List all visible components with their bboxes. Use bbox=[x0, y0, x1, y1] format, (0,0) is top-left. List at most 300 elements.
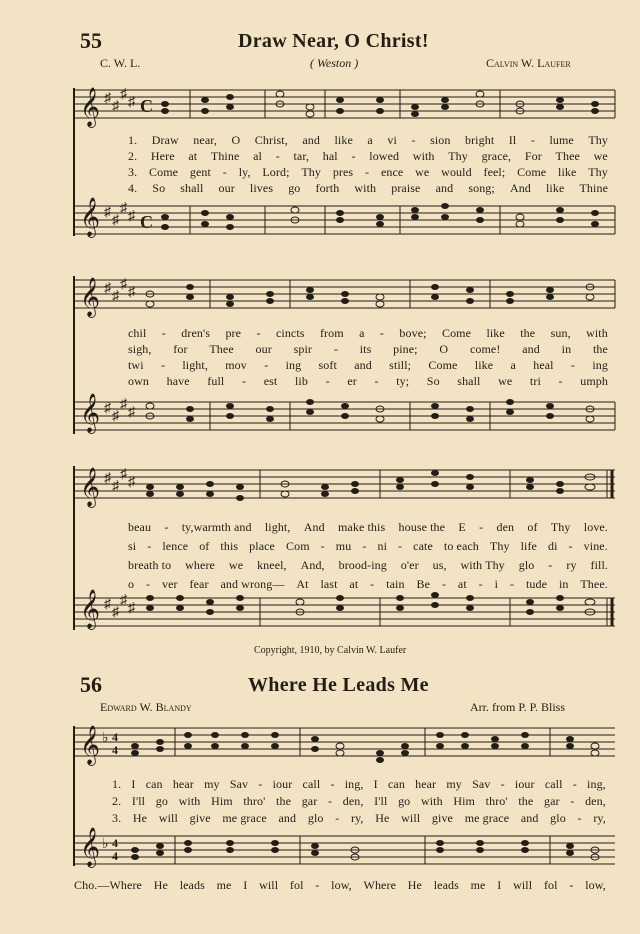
lyric-syllable: hal bbox=[322, 149, 338, 163]
lyric-syllable: So bbox=[152, 181, 166, 195]
lyric-syllable: shall bbox=[180, 181, 204, 195]
lyric-syllable: still; bbox=[389, 358, 412, 372]
hymn-title: Where He Leads Me bbox=[248, 674, 429, 696]
lyric-syllable: ry, bbox=[351, 811, 364, 825]
lyric-syllable: ty,warmth and bbox=[181, 520, 252, 534]
lyric-syllable: me grace bbox=[222, 811, 267, 825]
lyric-syllable: I'll bbox=[131, 794, 146, 808]
lyric-syllable: - bbox=[222, 165, 227, 179]
lyric-syllable: si bbox=[128, 539, 137, 553]
lyric-syllable: have bbox=[166, 374, 190, 388]
lyric-syllable: my bbox=[204, 777, 220, 791]
lyric-syllable: vine. bbox=[583, 539, 608, 553]
lyric-syllable: go bbox=[155, 794, 168, 808]
lyric-syllable: - bbox=[147, 539, 152, 553]
lyric-syllable: go bbox=[398, 794, 411, 808]
lyric-syllable: He bbox=[407, 878, 422, 892]
lyric-syllable: gar bbox=[301, 794, 318, 808]
lyric-syllable: lume bbox=[549, 133, 574, 147]
svg-text:♯: ♯ bbox=[120, 277, 127, 292]
lyric-syllable: we bbox=[593, 149, 608, 163]
svg-text:♯: ♯ bbox=[112, 289, 119, 304]
lyric-syllable: we bbox=[228, 558, 244, 572]
svg-text:♯: ♯ bbox=[112, 605, 119, 620]
lyric-syllable: and bbox=[278, 811, 297, 825]
verse-3-line bbox=[128, 558, 608, 573]
lyric-syllable: its bbox=[359, 342, 372, 356]
lyric-syllable: lence bbox=[162, 539, 189, 553]
lyric-syllable: kneel, bbox=[257, 558, 287, 572]
lyric-syllable: give bbox=[189, 811, 211, 825]
lyric-syllable: like bbox=[486, 326, 505, 340]
lyric-syllable: He bbox=[132, 811, 148, 825]
svg-text:♯: ♯ bbox=[120, 593, 127, 608]
svg-text:𝄞: 𝄞 bbox=[80, 89, 101, 126]
lyric-syllable: - bbox=[570, 358, 576, 372]
lyric-syllable: al bbox=[253, 149, 262, 163]
lyric-syllable: make this bbox=[338, 520, 386, 534]
lyric-syllable: me bbox=[470, 878, 486, 892]
lyric-syllable: and bbox=[354, 358, 372, 372]
lyric-syllable: my bbox=[446, 777, 462, 791]
verse-4-line bbox=[128, 181, 608, 196]
lyric-syllable: tri bbox=[529, 374, 541, 388]
lyric-syllable: spir bbox=[293, 342, 313, 356]
lyric-syllable: - bbox=[264, 358, 269, 372]
lyric-syllable: bright bbox=[464, 133, 495, 147]
lyric-syllable: Come bbox=[149, 165, 179, 179]
lyric-syllable: at bbox=[349, 577, 359, 591]
lyric-syllable: - bbox=[548, 558, 553, 572]
lyric-syllable: mu bbox=[335, 539, 352, 553]
lyric-syllable: - bbox=[365, 165, 370, 179]
lyric-syllable: ry, bbox=[593, 811, 606, 825]
lyric-syllable: at bbox=[188, 149, 198, 163]
lyric-syllable: ly, bbox=[238, 165, 251, 179]
lyric-syllable: I bbox=[497, 878, 502, 892]
lyric-syllable: fear bbox=[189, 577, 209, 591]
lyric-syllable: and bbox=[520, 811, 539, 825]
lyric-syllable: bove; bbox=[399, 326, 427, 340]
svg-text:C: C bbox=[140, 212, 153, 232]
lyric-syllable: with bbox=[420, 794, 443, 808]
lyric-syllable: life bbox=[520, 539, 537, 553]
lyric-syllable: I'll bbox=[374, 794, 388, 808]
lyric-syllable: ing, bbox=[587, 777, 606, 791]
lyric-syllable: house the bbox=[398, 520, 446, 534]
svg-text:𝄞: 𝄞 bbox=[80, 591, 101, 628]
lyric-syllable: with bbox=[412, 149, 435, 163]
svg-text:♯: ♯ bbox=[112, 479, 119, 494]
lyric-syllable: the bbox=[592, 342, 608, 356]
lyric-syllable: shall bbox=[457, 374, 481, 388]
lyric-syllable: thro' bbox=[485, 794, 508, 808]
lyric-syllable: hear bbox=[415, 777, 437, 791]
lyric-syllable: at bbox=[457, 577, 467, 591]
lyric-syllable: - bbox=[146, 577, 151, 591]
lyric-syllable: 3. bbox=[112, 811, 122, 825]
lyric-syllable: tar, bbox=[293, 149, 310, 163]
lyric-syllable: He bbox=[153, 878, 168, 892]
verse-3-line bbox=[128, 165, 608, 180]
lyric-syllable: mov bbox=[225, 358, 247, 372]
lyric-syllable: - bbox=[164, 520, 169, 534]
lyric-syllable: for bbox=[173, 342, 188, 356]
lyric-syllable: ty; bbox=[396, 374, 410, 388]
lyric-syllable: to each bbox=[443, 539, 479, 553]
lyric-syllable: - bbox=[577, 811, 582, 825]
lyric-syllable: ing, bbox=[344, 777, 364, 791]
lyric-syllable: E bbox=[458, 520, 466, 534]
time-signature-top: 4 bbox=[112, 730, 118, 744]
lyric-syllable: - bbox=[333, 342, 338, 356]
lyric-syllable: cate bbox=[413, 539, 433, 553]
tune-name: ( Weston ) bbox=[310, 56, 359, 70]
lyric-syllable: Where bbox=[363, 878, 397, 892]
lyric-syllable: - bbox=[558, 374, 563, 388]
lyric-syllable: ver bbox=[162, 577, 178, 591]
lyric-syllable: Cho.—Where bbox=[74, 878, 142, 892]
lyric-syllable: O bbox=[439, 342, 449, 356]
hymn-title: Draw Near, O Christ! bbox=[238, 30, 429, 52]
lyric-syllable: Thy bbox=[301, 165, 321, 179]
lyric-syllable: like bbox=[334, 133, 353, 147]
lyric-syllable: - bbox=[572, 777, 577, 791]
lyric-syllable: we bbox=[498, 374, 513, 388]
lyric-syllable: 3. bbox=[128, 165, 138, 179]
lyric-syllable: di bbox=[547, 539, 558, 553]
lyric-syllable: will bbox=[513, 878, 533, 892]
lyric-syllable: - bbox=[411, 133, 416, 147]
verse-4-line bbox=[128, 374, 608, 389]
lyric-syllable: - bbox=[370, 577, 375, 591]
lyric-syllable: low, bbox=[331, 878, 352, 892]
lyric-syllable: Thy bbox=[448, 149, 468, 163]
lyric-syllable: Lord; bbox=[262, 165, 290, 179]
lyric-syllable: And bbox=[303, 520, 325, 534]
lyric-syllable: grace, bbox=[481, 149, 512, 163]
lyric-syllable: den, bbox=[342, 794, 364, 808]
lyric-syllable: glo bbox=[518, 558, 535, 572]
lyric-syllable: like bbox=[474, 358, 494, 372]
lyric-syllable: with bbox=[354, 181, 377, 195]
verse-1-line bbox=[128, 326, 608, 341]
lyric-syllable: Thee bbox=[555, 149, 580, 163]
lyric-syllable: - bbox=[441, 577, 446, 591]
svg-text:♯: ♯ bbox=[104, 91, 111, 106]
lyric-syllable: a bbox=[367, 133, 373, 147]
lyric-syllable: ing bbox=[285, 358, 302, 372]
svg-text:𝄞: 𝄞 bbox=[80, 829, 101, 866]
lyric-syllable: and bbox=[435, 181, 454, 195]
lyric-syllable: - bbox=[398, 539, 403, 553]
verse-1-line bbox=[112, 777, 606, 792]
lyric-syllable: Come bbox=[441, 326, 472, 340]
lyric-syllable: glo bbox=[550, 811, 566, 825]
lyric-syllable: with bbox=[586, 326, 608, 340]
lyric-syllable: with bbox=[178, 794, 201, 808]
lyric-syllable: Thine bbox=[210, 149, 240, 163]
lyric-syllable: of bbox=[199, 539, 210, 553]
lyric-syllable: chil bbox=[128, 326, 147, 340]
lyric-syllable: pine; bbox=[393, 342, 418, 356]
lyric-syllable: 1. bbox=[112, 777, 122, 791]
verse-2-line bbox=[128, 149, 608, 164]
lyric-syllable: soft bbox=[318, 358, 337, 372]
lyric-syllable: Come bbox=[517, 165, 547, 179]
lyric-syllable: - bbox=[275, 149, 280, 163]
lyric-syllable: the bbox=[520, 326, 536, 340]
lyric-syllable: Be bbox=[416, 577, 430, 591]
lyric-syllable: call bbox=[302, 777, 321, 791]
lyric-syllable: lowed bbox=[369, 149, 400, 163]
lyric-syllable: Thy bbox=[588, 165, 608, 179]
lyric-syllable: our bbox=[218, 181, 235, 195]
svg-text:♯: ♯ bbox=[120, 397, 127, 412]
lyric-syllable: leads bbox=[433, 878, 459, 892]
lyric-syllable: me bbox=[216, 878, 232, 892]
lyric-syllable: fol bbox=[543, 878, 558, 892]
hymn-number: 55 bbox=[80, 28, 102, 53]
svg-text:𝄞: 𝄞 bbox=[80, 469, 101, 506]
lyric-syllable: - bbox=[479, 520, 484, 534]
lyric-syllable: and bbox=[302, 133, 320, 147]
lyric-syllable: where bbox=[185, 558, 215, 572]
verse-2-line bbox=[128, 342, 608, 357]
lyric-syllable: - bbox=[258, 777, 263, 791]
svg-text:♯: ♯ bbox=[128, 285, 135, 300]
lyric-syllable: fill. bbox=[590, 558, 608, 572]
svg-text:♭: ♭ bbox=[102, 837, 109, 852]
words-credit: C. W. L. bbox=[100, 56, 141, 70]
lyric-syllable: ni bbox=[377, 539, 388, 553]
lyric-syllable: love. bbox=[583, 520, 608, 534]
verse-1-line bbox=[128, 133, 608, 148]
lyric-syllable: - bbox=[241, 374, 247, 388]
verse-1-line bbox=[128, 520, 608, 535]
lyric-syllable: vi bbox=[387, 133, 397, 147]
lyric-syllable: Sav bbox=[472, 777, 491, 791]
lyric-syllable: beau bbox=[128, 520, 152, 534]
lyric-syllable: our bbox=[255, 342, 272, 356]
verse-4-line bbox=[128, 577, 608, 592]
lyric-syllable: And, bbox=[300, 558, 325, 572]
svg-text:𝄞: 𝄞 bbox=[80, 199, 101, 236]
bass-staff bbox=[74, 206, 615, 234]
lyric-syllable: go bbox=[288, 181, 301, 195]
svg-text:4: 4 bbox=[112, 836, 118, 850]
lyric-syllable: light, bbox=[264, 520, 291, 534]
lyric-syllable: pres bbox=[332, 165, 354, 179]
lyric-syllable: forth bbox=[315, 181, 340, 195]
lyric-syllable: tain bbox=[386, 577, 405, 591]
lyric-syllable: praise bbox=[391, 181, 421, 195]
lyric-syllable: give bbox=[431, 811, 453, 825]
lyric-syllable: O bbox=[231, 133, 241, 147]
svg-text:♯: ♯ bbox=[112, 213, 119, 228]
lyric-syllable: iour bbox=[514, 777, 535, 791]
lyric-syllable: - bbox=[362, 539, 367, 553]
lyric-syllable: Com bbox=[286, 539, 310, 553]
treble-staff bbox=[74, 90, 615, 118]
lyric-syllable: place bbox=[249, 539, 275, 553]
lyric-syllable: thro' bbox=[243, 794, 266, 808]
lyric-syllable: sigh, bbox=[128, 342, 152, 356]
lyric-syllable: brood-ing bbox=[338, 558, 387, 572]
lyric-syllable: 2. bbox=[112, 794, 122, 808]
lyric-syllable: in bbox=[558, 577, 569, 591]
svg-text:♯: ♯ bbox=[104, 401, 111, 416]
lyric-syllable: - bbox=[315, 878, 320, 892]
lyric-syllable: For bbox=[524, 149, 542, 163]
lyric-syllable: song; bbox=[468, 181, 495, 195]
lyric-syllable: gar bbox=[543, 794, 560, 808]
lyric-syllable: cincts bbox=[275, 326, 305, 340]
lyric-syllable: - bbox=[500, 777, 505, 791]
lyric-syllable: - bbox=[330, 777, 335, 791]
svg-text:♯: ♯ bbox=[112, 409, 119, 424]
lyric-syllable: i bbox=[494, 577, 499, 591]
lyric-syllable: lives bbox=[249, 181, 274, 195]
svg-text:♯: ♯ bbox=[128, 475, 135, 490]
copyright-notice: Copyright, 1910, by Calvin W. Laufer bbox=[254, 645, 407, 656]
lyric-syllable: Him bbox=[453, 794, 475, 808]
words-credit: Edward W. Blandy bbox=[100, 700, 192, 714]
lyric-syllable: - bbox=[530, 133, 535, 147]
svg-text:♯: ♯ bbox=[120, 87, 127, 102]
svg-text:𝄞: 𝄞 bbox=[80, 395, 101, 432]
lyric-syllable: fol bbox=[289, 878, 304, 892]
lyric-syllable: hear bbox=[172, 777, 194, 791]
lyric-syllable: He bbox=[375, 811, 390, 825]
svg-text:C: C bbox=[140, 96, 153, 116]
lyric-syllable: umph bbox=[580, 374, 608, 388]
lyric-syllable: Christ, bbox=[254, 133, 288, 147]
lyric-syllable: - bbox=[569, 878, 574, 892]
lyric-syllable: will bbox=[401, 811, 421, 825]
lyric-syllable: and wrong— bbox=[220, 577, 285, 591]
lyric-syllable: lib bbox=[294, 374, 308, 388]
lyric-syllable: Thy bbox=[588, 133, 608, 147]
svg-text:♯: ♯ bbox=[128, 405, 135, 420]
svg-text:♯: ♯ bbox=[104, 471, 111, 486]
lyric-syllable: can bbox=[145, 777, 163, 791]
lyric-syllable: I bbox=[243, 878, 248, 892]
lyric-syllable: I bbox=[131, 777, 136, 791]
svg-text:♯: ♯ bbox=[120, 467, 127, 482]
svg-text:♯: ♯ bbox=[128, 601, 135, 616]
lyric-syllable: est bbox=[263, 374, 278, 388]
lyric-syllable: Thee bbox=[209, 342, 234, 356]
lyric-syllable: breath to bbox=[128, 558, 172, 572]
lyric-syllable: o bbox=[128, 577, 135, 591]
lyric-syllable: - bbox=[335, 811, 340, 825]
lyric-syllable: the bbox=[518, 794, 534, 808]
lyric-syllable: - bbox=[161, 326, 166, 340]
svg-text:𝄞: 𝄞 bbox=[80, 727, 101, 764]
lyric-syllable: own bbox=[128, 374, 149, 388]
lyric-syllable: full bbox=[207, 374, 225, 388]
lyric-syllable: Come bbox=[428, 358, 458, 372]
svg-text:4: 4 bbox=[112, 849, 118, 863]
svg-text:♭: ♭ bbox=[102, 731, 109, 746]
lyric-syllable: - bbox=[327, 794, 333, 808]
lyric-syllable: 2. bbox=[128, 149, 138, 163]
hymn-number: 56 bbox=[80, 672, 102, 697]
lyric-syllable: 4. bbox=[128, 181, 138, 195]
lyric-syllable: pre bbox=[225, 326, 242, 340]
lyric-syllable: er bbox=[347, 374, 357, 388]
music-credit: Arr. from P. P. Bliss bbox=[470, 700, 566, 714]
lyric-syllable: - bbox=[320, 539, 325, 553]
lyric-syllable: like bbox=[546, 181, 565, 195]
lyric-syllable: Sav bbox=[229, 777, 249, 791]
svg-text:♯: ♯ bbox=[120, 201, 127, 216]
lyric-syllable: in bbox=[561, 342, 572, 356]
lyric-syllable: 1. bbox=[128, 133, 138, 147]
lyric-syllable: me grace bbox=[464, 811, 510, 825]
lyric-syllable: - bbox=[351, 149, 356, 163]
lyric-syllable: us, bbox=[432, 558, 447, 572]
lyric-syllable: call bbox=[544, 777, 563, 791]
lyric-syllable: Thine bbox=[579, 181, 608, 195]
lyric-syllable: from bbox=[319, 326, 344, 340]
lyric-syllable: dren's bbox=[181, 326, 211, 340]
svg-text:♯: ♯ bbox=[112, 99, 119, 114]
lyric-syllable: heal bbox=[533, 358, 554, 372]
lyric-syllable: And bbox=[509, 181, 531, 195]
svg-text:♯: ♯ bbox=[128, 209, 135, 224]
lyric-syllable: with Thy bbox=[460, 558, 505, 572]
lyric-syllable: like bbox=[558, 165, 577, 179]
lyric-syllable: I bbox=[373, 777, 378, 791]
lyric-syllable: iour bbox=[272, 777, 293, 791]
lyric-syllable: a bbox=[510, 358, 516, 372]
svg-text:♯: ♯ bbox=[104, 205, 111, 220]
lyric-syllable: - bbox=[325, 374, 330, 388]
lyric-syllable: leads bbox=[179, 878, 205, 892]
lyric-syllable: glo bbox=[307, 811, 324, 825]
lyric-syllable: - bbox=[568, 539, 573, 553]
lyric-syllable: Thee. bbox=[580, 577, 608, 591]
lyric-syllable: would bbox=[441, 165, 472, 179]
lyric-syllable: Here bbox=[150, 149, 175, 163]
lyric-syllable: come! bbox=[469, 342, 501, 356]
lyric-syllable: o'er bbox=[400, 558, 419, 572]
lyric-syllable: of bbox=[527, 520, 538, 534]
lyric-syllable: Draw bbox=[151, 133, 179, 147]
lyric-syllable: - bbox=[509, 577, 515, 591]
svg-text:♯: ♯ bbox=[104, 597, 111, 612]
chorus-line bbox=[74, 878, 606, 893]
lyric-syllable: - bbox=[256, 326, 261, 340]
lyric-syllable: - bbox=[374, 374, 379, 388]
lyric-syllable: twi bbox=[128, 358, 144, 372]
lyric-syllable: last bbox=[320, 577, 338, 591]
lyric-syllable: light, bbox=[182, 358, 208, 372]
lyric-syllable: near, bbox=[193, 133, 217, 147]
lyric-syllable: ing bbox=[592, 358, 608, 372]
verse-2-line bbox=[112, 794, 606, 809]
svg-text:𝄞: 𝄞 bbox=[80, 279, 101, 316]
lyric-syllable: low, bbox=[585, 878, 606, 892]
lyric-syllable: - bbox=[160, 358, 166, 372]
lyric-syllable: a bbox=[359, 326, 365, 340]
lyric-syllable: sun, bbox=[550, 326, 571, 340]
svg-text:♯: ♯ bbox=[104, 281, 111, 296]
time-signature-bottom: 4 bbox=[112, 743, 118, 757]
svg-text:♯: ♯ bbox=[128, 95, 135, 110]
